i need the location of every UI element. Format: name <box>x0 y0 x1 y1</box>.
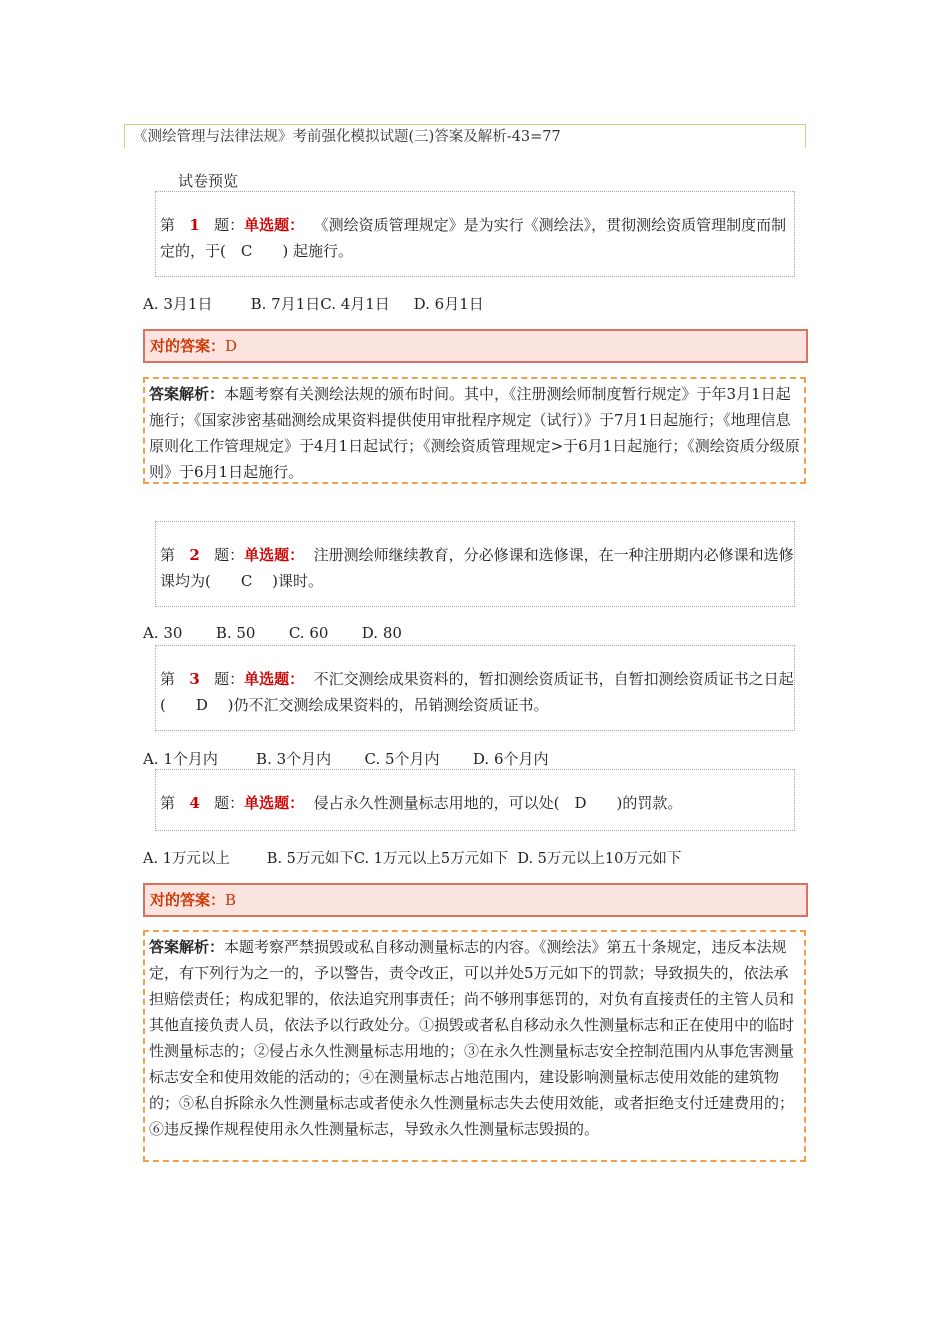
question-box <box>155 521 795 607</box>
answer-value: B <box>225 891 237 909</box>
question-box <box>155 645 795 731</box>
question-prefix: 第 <box>160 670 176 688</box>
answer-label: 对的答案： <box>150 891 226 909</box>
question-type: 单选题： <box>244 546 305 564</box>
question-options: A. 30 B. 50 C. 60 D. 80 <box>143 624 402 642</box>
answer-box <box>143 883 808 917</box>
question-text: 《测绘资质管理规定》是为实行《测绘法》，贯彻测绘资质管理制度而制定的，于( C ) 起施行。 <box>160 216 787 260</box>
question-prefix: 第 <box>160 794 176 812</box>
explanation-text: 本题考察严禁损毁或私自移动测量标志的内容。《测绘法》第五十条规定，违反本法规定，有下列行为之一的，予以警告，责令改正，可以并处5万元如下的罚款；导致损失的，依法承担赔偿责任；构成犯罪的，依法追究刑事责任；尚不够刑事惩罚的，对负有直接责任的主管人员和其他直接负责人员，依法予以行政处分。①损毁或者私自移动永久性测量标志和正在使用中的临时性测量标志的；②侵占永久性测量标志用地的；③在永久性测量标志安全控制范围内从事危害测量标志安全和使用效能的活动的；④在测量标志占地范围内，建设影响测量标志使用效能的建筑物的；⑤私自拆除永久性测量标志或者使永久性测量标志失去使用效能，或者拒绝支付迁建费用的；⑥违反操作规程使用永久性测量标志，导致永久性测量标志毁损的。 <box>149 938 795 1138</box>
question-suffix: 题： <box>214 546 245 564</box>
question-text: 注册测绘师继续教育，分必修课和选修课，在一种注册期内必修课和选修课均为( C )课时。 <box>160 546 794 590</box>
question-prefix: 第 <box>160 216 176 234</box>
explanation-box <box>143 930 806 1162</box>
question-box <box>155 769 795 831</box>
question-box <box>155 191 795 277</box>
explanation-label: 答案解析： <box>149 938 225 956</box>
explanation-label: 答案解析： <box>149 385 225 403</box>
question-text: 不汇交测绘成果资料的，暂扣测绘资质证书，自暂扣测绘资质证书之日起( D )仍不汇交测绘成果资料的，吊销测绘资质证书。 <box>160 670 794 714</box>
question-type: 单选题： <box>244 794 305 812</box>
question-suffix: 题： <box>214 794 245 812</box>
answer-label: 对的答案： <box>150 337 226 355</box>
answer-box <box>143 329 808 363</box>
question-number: 3 <box>189 670 200 688</box>
page-title: 《测绘管理与法律法规》考前强化模拟试题(三)答案及解析-43=77 <box>124 124 806 148</box>
answer-value: D <box>225 337 238 355</box>
question-suffix: 题： <box>214 216 245 234</box>
question-text: 侵占永久性测量标志用地的，可以处( D )的罚款。 <box>313 794 683 812</box>
question-suffix: 题： <box>214 670 245 688</box>
question-type: 单选题： <box>244 670 305 688</box>
question-options: A. 3月1日 B. 7月1日C. 4月1日 D. 6月1日 <box>143 295 484 313</box>
explanation-box <box>143 377 806 484</box>
question-options: A. 1个月内 B. 3个月内 C. 5个月内 D. 6个月内 <box>143 750 549 768</box>
question-options: A. 1万元以上 B. 5万元如下C. 1万元以上5万元如下 D. 5万元以上10万元如下 <box>143 851 682 867</box>
question-number: 1 <box>189 216 200 234</box>
explanation-text: 本题考察有关测绘法规的颁布时间。其中，《注册测绘师制度暂行规定》于年3月1日起施行；《国家涉密基础测绘成果资料提供使用审批程序规定（试行）》于7月1日起施行；《地理信息原则化工作管理规定》于4月1日起试行；《测绘资质管理规定>于6月1日起施行；《测绘资质分级原则》于6月1日起施行。 <box>149 385 800 481</box>
question-number: 4 <box>189 794 200 812</box>
question-number: 2 <box>189 546 200 564</box>
question-type: 单选题： <box>244 216 305 234</box>
question-prefix: 第 <box>160 546 176 564</box>
preview-label: 试卷预览 <box>178 172 239 190</box>
